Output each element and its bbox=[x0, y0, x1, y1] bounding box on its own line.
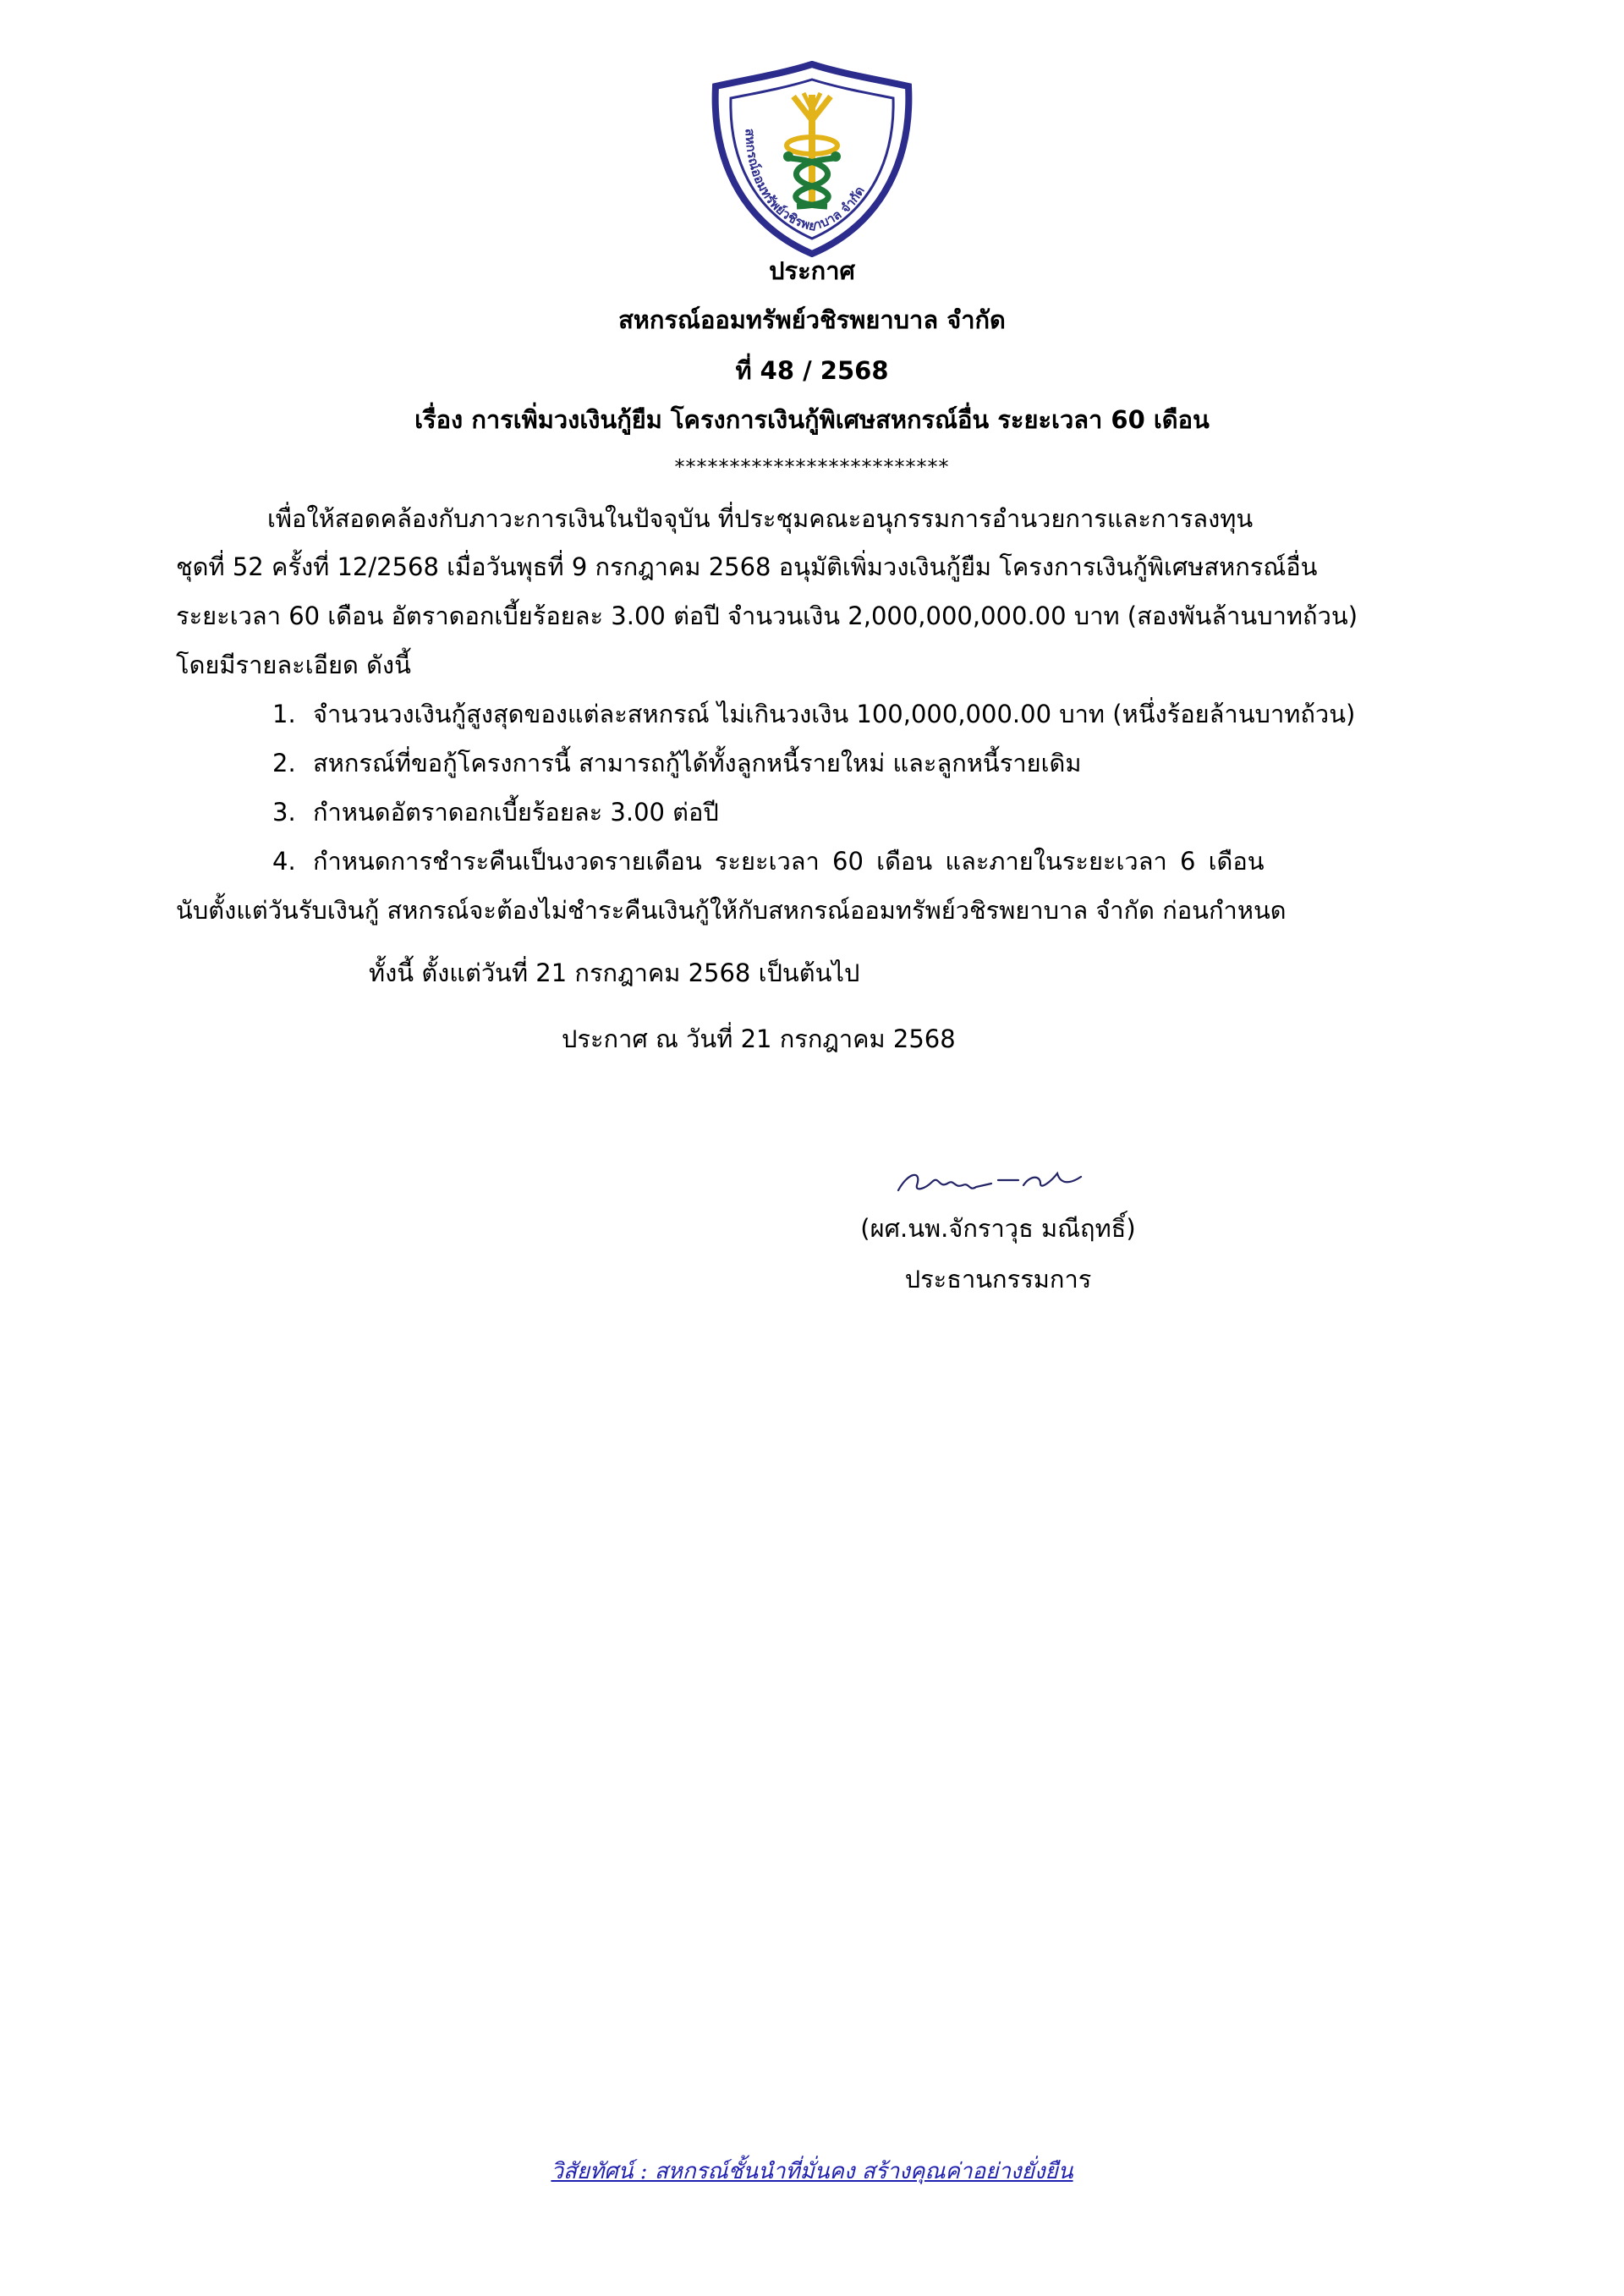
announcement-subject: เรื่อง การเพิ่มวงเงินกู้ยืม โครงการเงินกู้พิเศษสหกรณ์อื่น ระยะเวลา 60 เดือน bbox=[414, 405, 1210, 434]
announcement-number: ที่ 48 / 2568 bbox=[735, 356, 889, 385]
list-item: กำหนดอัตราดอกเบี้ยร้อยละ 3.00 ต่อปี bbox=[313, 798, 719, 827]
signatory-position: ประธานกรรมการ bbox=[904, 1265, 1092, 1294]
signatory-name: (ผศ.นพ.จักราวุธ มณีฤทธิ์) bbox=[860, 1214, 1136, 1243]
list-item-number: 2. bbox=[272, 749, 296, 777]
list-item-number: 4. bbox=[272, 847, 296, 876]
list-item: จำนวนวงเงินกู้สูงสุดของแต่ละสหกรณ์ ไม่เกินวงเงิน 100,000,000.00 บาท (หนึ่งร้อยล้านบาทถ้วน) bbox=[313, 700, 1356, 728]
intro-line-3: ระยะเวลา 60 เดือน อัตราดอกเบี้ยร้อยละ 3.00 ต่อปี จำนวนเงิน 2,000,000,000.00 บาท (สองพันล้านบาทถ้วน) bbox=[176, 601, 1358, 630]
handwritten-signature bbox=[892, 1155, 1095, 1206]
intro-line-1: เพื่อให้สอดคล้องกับภาวะการเงินในปัจจุบัน ที่ประชุมคณะอนุกรรมการอำนวยการและการลงทุน bbox=[267, 504, 1254, 533]
separator: ************************* bbox=[674, 455, 950, 479]
effective-date: ทั้งนี้ ตั้งแต่วันที่ 21 กรกฎาคม 2568 เป็นต้นไป bbox=[369, 958, 860, 987]
cooperative-logo bbox=[709, 61, 915, 257]
announcement-type: ประกาศ bbox=[769, 256, 855, 285]
intro-line-4: โดยมีรายละเอียด ดังนี้ bbox=[176, 651, 411, 679]
list-item-continuation: นับตั้งแต่วันรับเงินกู้ สหกรณ์จะต้องไม่ชำระคืนเงินกู้ให้กับสหกรณ์ออมทรัพย์วชิรพยาบาล จำกัด ก่อนกำหนด bbox=[176, 896, 1287, 925]
organization-name: สหกรณ์ออมทรัพย์วชิรพยาบาล จำกัด bbox=[618, 305, 1006, 334]
announcement-date: ประกาศ ณ วันที่ 21 กรกฎาคม 2568 bbox=[562, 1024, 956, 1053]
list-item: กำหนดการชำระคืนเป็นงวดรายเดือน ระยะเวลา 60 เดือน และภายในระยะเวลา 6 เดือน bbox=[313, 847, 1265, 876]
logo-ring-text: สหกรณ์ออมทรัพย์วชิรพยาบาล จำกัด bbox=[742, 128, 868, 234]
vision-statement: วิสัยทัศน์ : สหกรณ์ชั้นนำที่มั่นคง สร้างคุณค่าอย่างยั่งยืน bbox=[551, 2159, 1073, 2184]
list-item-number: 1. bbox=[272, 700, 296, 728]
intro-line-2: ชุดที่ 52 ครั้งที่ 12/2568 เมื่อวันพุธที่ 9 กรกฎาคม 2568 อนุมัติเพิ่มวงเงินกู้ยืม โครงการเงินกู้พิเศษสหกรณ์อื่น bbox=[176, 552, 1318, 581]
list-item-number: 3. bbox=[272, 798, 296, 827]
list-item: สหกรณ์ที่ขอกู้โครงการนี้ สามารถกู้ได้ทั้งลูกหนี้รายใหม่ และลูกหนี้รายเดิม bbox=[313, 749, 1082, 777]
